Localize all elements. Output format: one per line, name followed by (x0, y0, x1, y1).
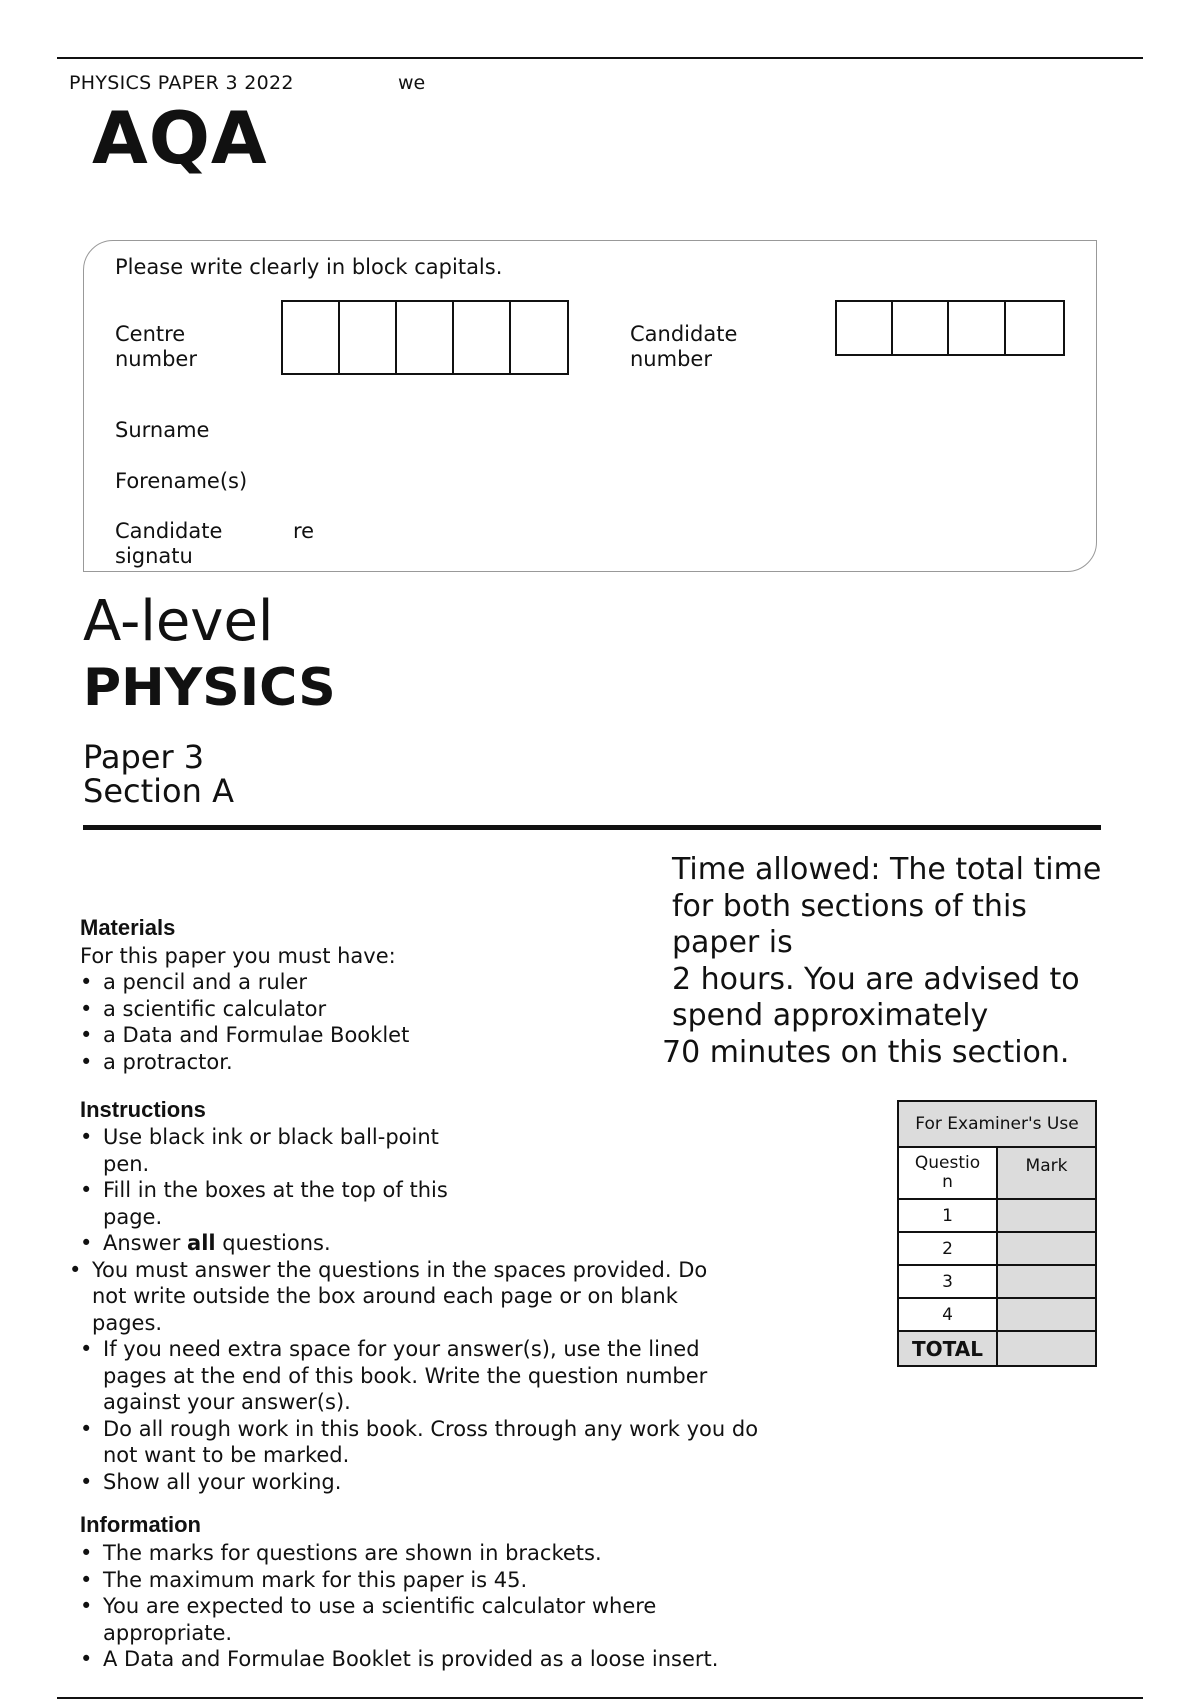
qualification-level: A-level (83, 589, 274, 654)
examiner-use-header: For Examiner's Use (898, 1101, 1096, 1147)
centre-number-label: Centre number (115, 322, 197, 371)
centre-number-digit-box[interactable] (283, 302, 340, 373)
list-item: • a Data and Formulae Booklet (80, 1022, 409, 1049)
surname-label: Surname (115, 418, 210, 442)
list-item: • Do all rough work in this book. Cross through any work you do not want to be marked. (80, 1416, 800, 1469)
candidate-number-digit-box[interactable] (837, 302, 893, 354)
candidate-signature-label-extra: re (293, 519, 315, 543)
question-number-cell: 1 (898, 1199, 997, 1232)
total-label: TOTAL (898, 1331, 997, 1366)
candidate-signature-label: Candidate signatu (115, 519, 223, 568)
list-item: • Show all your working. (80, 1469, 800, 1496)
materials-intro: For this paper you must have: (80, 944, 396, 968)
list-item: • You must answer the questions in the spaces provided. Do not write outside the box around each page or on blank pages. (69, 1257, 800, 1337)
list-item: • a pencil and a ruler (80, 969, 409, 996)
list-item: • Answer all questions. (80, 1230, 800, 1257)
block-capitals-instruction: Please write clearly in block capitals. (115, 255, 503, 279)
list-item: • The maximum mark for this paper is 45. (80, 1567, 800, 1594)
paper-header-extra: we (398, 72, 426, 94)
forename-field[interactable] (290, 463, 1070, 497)
materials-list (80, 969, 409, 1075)
list-item: • The marks for questions are shown in brackets. (80, 1540, 800, 1567)
candidate-number-digit-box[interactable] (893, 302, 949, 354)
candidate-number-boxes (835, 300, 1065, 356)
centre-number-digit-box[interactable] (340, 302, 397, 373)
candidate-number-digit-box[interactable] (949, 302, 1006, 354)
centre-number-boxes (281, 300, 569, 375)
mark-column-header: Mark (997, 1147, 1096, 1199)
list-item: • a protractor. (80, 1049, 409, 1076)
examiner-use-table (897, 1100, 1097, 1367)
section-divider (83, 825, 1101, 830)
list-item: • A Data and Formulae Booklet is provided as a loose insert. (80, 1646, 800, 1673)
forename-label: Forename(s) (115, 469, 248, 493)
centre-number-digit-box[interactable] (511, 302, 567, 373)
signature-field[interactable] (330, 513, 1070, 553)
total-mark-cell[interactable] (997, 1331, 1096, 1366)
bottom-rule (57, 1697, 1143, 1699)
list-item: • a scientific calculator (80, 996, 409, 1023)
paper-header-title: PHYSICS PAPER 3 2022 (69, 72, 294, 94)
aqa-logo: AQA (92, 96, 268, 180)
list-item: • Fill in the boxes at the top of this page. (80, 1177, 800, 1230)
subject-title: PHYSICS (83, 658, 336, 718)
centre-number-digit-box[interactable] (454, 302, 511, 373)
question-column-header: Questio n (898, 1147, 997, 1199)
time-allowed: Time allowed: The total time for both sections of this paper is 2 hours. You are advised to spend approximately 70 minutes on this section. (662, 852, 1102, 1070)
information-heading: Information (80, 1512, 201, 1537)
centre-number-digit-box[interactable] (397, 302, 454, 373)
instructions-list (80, 1124, 800, 1495)
surname-field[interactable] (290, 412, 1070, 446)
materials-heading: Materials (80, 915, 176, 940)
list-item: • Use black ink or black ball-point pen. (80, 1124, 800, 1177)
candidate-number-label: Candidate number (630, 322, 738, 371)
question-number-cell: 2 (898, 1232, 997, 1265)
information-list (80, 1540, 800, 1673)
candidate-number-digit-box[interactable] (1006, 302, 1063, 354)
mark-cell[interactable] (997, 1298, 1096, 1331)
mark-cell[interactable] (997, 1265, 1096, 1298)
question-number-cell: 4 (898, 1298, 997, 1331)
top-rule (57, 57, 1143, 59)
mark-cell[interactable] (997, 1199, 1096, 1232)
instructions-heading: Instructions (80, 1097, 206, 1122)
paper-section-title: Paper 3 Section A (83, 738, 234, 810)
list-item: • If you need extra space for your answer(s), use the lined pages at the end of this book. Write the question number against your answer(s). (80, 1336, 800, 1416)
mark-cell[interactable] (997, 1232, 1096, 1265)
question-number-cell: 3 (898, 1265, 997, 1298)
list-item: • You are expected to use a scientific calculator where appropriate. (80, 1593, 800, 1646)
